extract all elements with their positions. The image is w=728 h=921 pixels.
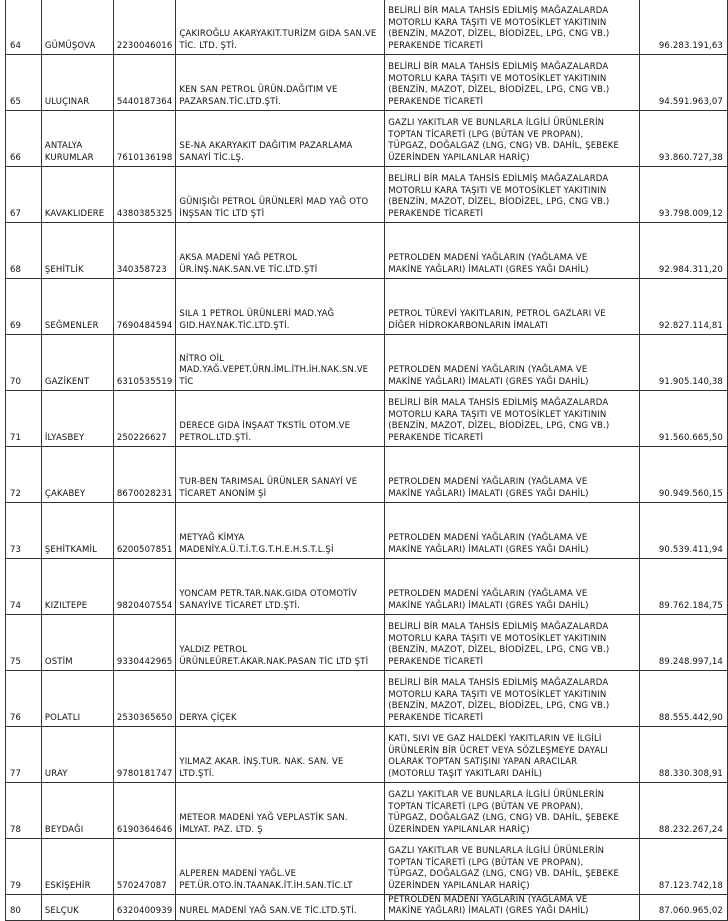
row-number: 68 (6, 223, 42, 279)
company-name: NİTRO OİL MAD.YAĞ.VEPET.ÜRN.İML.İTH.İH.NAK.SN.VE TİC (176, 335, 385, 391)
activity-description: PETROL TÜREVİ YAKITLARIN, PETROL GAZLARI VE DİĞER HİDROKARBONLARIN İMALATI (385, 279, 640, 335)
table-row (6, 111, 728, 167)
table-row (6, 503, 728, 559)
table-row (6, 783, 728, 839)
activity-description: BELİRLİ BİR MALA TAHSİS EDİLMİŞ MAĞAZALARDA MOTORLU KARA TAŞITI VE MOTOSİKLET YAKITININ (BENZİN, MAZOT, DİZEL, BİODİZEL, LPG, CNG VB.) PERAKENDE TİCARETİ (385, 391, 640, 447)
tax-number: 9820407554 (113, 559, 176, 615)
amount: 88.555.442,90 (640, 671, 728, 727)
tax-office: ULUÇINAR (41, 55, 113, 111)
tax-number: 7690484594 (113, 279, 176, 335)
amount: 88.330.308,91 (640, 727, 728, 783)
company-name: YALDIZ PETROL ÜRÜNLEÜRET.AKAR.NAK.PASAN TİC LTD ŞTİ (176, 615, 385, 671)
tax-number: 9330442965 (113, 615, 176, 671)
amount: 90.949.560,15 (640, 447, 728, 503)
row-number: 79 (6, 839, 42, 895)
activity-description: BELİRLİ BİR MALA TAHSİS EDİLMİŞ MAĞAZALARDA MOTORLU KARA TAŞITI VE MOTOSİKLET YAKITININ (BENZİN, MAZOT, DİZEL, BİODİZEL, LPG, CNG VB.) PERAKENDE TİCARETİ (385, 671, 640, 727)
tax-office: GAZİKENT (41, 335, 113, 391)
table-row (6, 559, 728, 615)
amount: 91.905.140,38 (640, 335, 728, 391)
company-name: KEN SAN PETROL ÜRÜN.DAĞITIM VE PAZARSAN.TİC.LTD.ŞTİ. (176, 55, 385, 111)
table-row (6, 895, 728, 921)
amount: 92.984.311,20 (640, 223, 728, 279)
amount: 96.283.191,63 (640, 0, 728, 55)
amount: 93.860.727,38 (640, 111, 728, 167)
table-row (6, 391, 728, 447)
tax-number: 6310535519 (113, 335, 176, 391)
company-name: YILMAZ AKAR. İNŞ.TUR. NAK. SAN. VE LTD.ŞTİ. (176, 727, 385, 783)
row-number: 75 (6, 615, 42, 671)
taxpayer-table (5, 0, 728, 921)
activity-description: PETROLDEN MADENİ YAĞLARIN (YAĞLAMA VE MAKİNE YAĞLARI) İMALATI (GRES YAĞI DAHİL) (385, 503, 640, 559)
company-name: TUR-BEN TARIMSAL ÜRÜNLER SANAYİ VE TİCARET ANONİM Şİ (176, 447, 385, 503)
company-name: AKSA MADENİ YAĞ PETROL ÜR.İNŞ.NAK.SAN.VE TİC.LTD.ŞTİ (176, 223, 385, 279)
amount: 87.060.965,02 (640, 895, 728, 921)
table-row (6, 447, 728, 503)
tax-office: KIZILTEPE (41, 559, 113, 615)
tax-office: İLYASBEY (41, 391, 113, 447)
amount: 94.591.963,07 (640, 55, 728, 111)
table-row (6, 167, 728, 223)
tax-number: 8670028231 (113, 447, 176, 503)
activity-description: PETROLDEN MADENİ YAĞLARIN (YAĞLAMA VE MAKİNE YAĞLARI) İMALATI (GRES YAĞI DAHİL) (385, 447, 640, 503)
row-number: 77 (6, 727, 42, 783)
tax-number: 6200507851 (113, 503, 176, 559)
amount: 88.232.267,24 (640, 783, 728, 839)
tax-office: ÇAKABEY (41, 447, 113, 503)
row-number: 80 (6, 895, 42, 921)
row-number: 78 (6, 783, 42, 839)
row-number: 67 (6, 167, 42, 223)
row-number: 66 (6, 111, 42, 167)
tax-office: ANTALYA KURUMLAR (41, 111, 113, 167)
activity-description: BELİRLİ BİR MALA TAHSİS EDİLMİŞ MAĞAZALARDA MOTORLU KARA TAŞITI VE MOTOSİKLET YAKITININ (BENZİN, MAZOT, DİZEL, BİODİZEL, LPG, CNG VB.) PERAKENDE TİCARETİ (385, 0, 640, 55)
table-row (6, 223, 728, 279)
tax-number: 570247087 (113, 839, 176, 895)
activity-description: PETROLDEN MADENİ YAĞLARIN (YAĞLAMA VE MAKİNE YAĞLARI) İMALATI (GRES YAĞI DAHİL) (385, 895, 640, 921)
row-number: 71 (6, 391, 42, 447)
activity-description: GAZLI YAKITLAR VE BUNLARLA İLGİLİ ÜRÜNLERİN TOPTAN TİCARETİ (LPG (BÜTAN VE PROPAN), TÜPGAZ, DOĞALGAZ (LNG, CNG) VB. DAHİL, ŞEBEKE ÜZERİNDEN YAPILANLAR HARİÇ) (385, 783, 640, 839)
tax-office: KAVAKLIDERE (41, 167, 113, 223)
activity-description: GAZLI YAKITLAR VE BUNLARLA İLGİLİ ÜRÜNLERİN TOPTAN TİCARETİ (LPG (BÜTAN VE PROPAN), TÜPGAZ, DOĞALGAZ (LNG, CNG) VB. DAHİL, ŞEBEKE ÜZERİNDEN YAPILANLAR HARİÇ) (385, 111, 640, 167)
activity-description: PETROLDEN MADENİ YAĞLARIN (YAĞLAMA VE MAKİNE YAĞLARI) İMALATI (GRES YAĞI DAHİL) (385, 223, 640, 279)
amount: 93.798.009,12 (640, 167, 728, 223)
tax-office: ŞEHİTKAMİL (41, 503, 113, 559)
amount: 87.123.742,18 (640, 839, 728, 895)
activity-description: BELİRLİ BİR MALA TAHSİS EDİLMİŞ MAĞAZALARDA MOTORLU KARA TAŞITI VE MOTOSİKLET YAKITININ (BENZİN, MAZOT, DİZEL, BİODİZEL, LPG, CNG VB.) PERAKENDE TİCARETİ (385, 615, 640, 671)
tax-number: 6190364646 (113, 783, 176, 839)
tax-office: ŞEHİTLİK (41, 223, 113, 279)
tax-number: 5440187364 (113, 55, 176, 111)
row-number: 70 (6, 335, 42, 391)
company-name: METYAĞ KİMYA MADENİY.A.Ü.T.İ.T.G.T.H.E.H.S.T.L.Şİ (176, 503, 385, 559)
tax-number: 4380385325 (113, 167, 176, 223)
activity-description: PETROLDEN MADENİ YAĞLARIN (YAĞLAMA VE MAKİNE YAĞLARI) İMALATI (GRES YAĞI DAHİL) (385, 335, 640, 391)
table-row (6, 0, 728, 55)
tax-number: 9780181747 (113, 727, 176, 783)
table-row (6, 671, 728, 727)
company-name: ALPEREN MADENİ YAĞL.VE PET.ÜR.OTO.İN.TAANAK.İT.İH.SAN.TİC.LT (176, 839, 385, 895)
amount: 91.560.665,50 (640, 391, 728, 447)
table-row (6, 55, 728, 111)
company-name: SE-NA AKARYAKIT DAĞITIM PAZARLAMA SANAYİ TİC.LŞ. (176, 111, 385, 167)
row-number: 72 (6, 447, 42, 503)
row-number: 69 (6, 279, 42, 335)
tax-office: POLATLI (41, 671, 113, 727)
tax-number: 7610136198 (113, 111, 176, 167)
activity-description: PETROLDEN MADENİ YAĞLARIN (YAĞLAMA VE MAKİNE YAĞLARI) İMALATI (GRES YAĞI DAHİL) (385, 559, 640, 615)
company-name: ÇAKIROĞLU AKARYAKIT.TURİZM GIDA SAN.VE TİC. LTD. ŞTİ. (176, 0, 385, 55)
table-row (6, 335, 728, 391)
company-name: DERECE GIDA İNŞAAT TKSTİL OTOM.VE PETROL.LTD.ŞTİ. (176, 391, 385, 447)
tax-office: BEYDAĞI (41, 783, 113, 839)
table-body (6, 0, 728, 920)
table-row (6, 839, 728, 895)
tax-office: OSTİM (41, 615, 113, 671)
table-row (6, 279, 728, 335)
tax-number: 250226627 (113, 391, 176, 447)
amount: 89.248.997,14 (640, 615, 728, 671)
tax-office: GÜMÜŞOVA (41, 0, 113, 55)
tax-number: 340358723 (113, 223, 176, 279)
row-number: 76 (6, 671, 42, 727)
activity-description: KATI, SIVI VE GAZ HALDEKİ YAKITLARIN VE İLGİLİ ÜRÜNLERİN BİR ÜCRET VEYA SÖZLEŞMEYE DAYALI OLARAK TOPTAN SATIŞINI YAPAN ARACILAR (MOTORLU TAŞIT YAKITLARI DAHİL) (385, 727, 640, 783)
tax-number: 2530365650 (113, 671, 176, 727)
row-number: 64 (6, 0, 42, 55)
company-name: DERYA ÇİÇEK (176, 671, 385, 727)
activity-description: BELİRLİ BİR MALA TAHSİS EDİLMİŞ MAĞAZALARDA MOTORLU KARA TAŞITI VE MOTOSİKLET YAKITININ (BENZİN, MAZOT, DİZEL, BİODİZEL, LPG, CNG VB.) PERAKENDE TİCARETİ (385, 167, 640, 223)
table-row (6, 727, 728, 783)
company-name: YONCAM PETR.TAR.NAK.GIDA OTOMOTİV SANAYİVE TİCARET LTD.ŞTİ. (176, 559, 385, 615)
tax-office: SELÇUK (41, 895, 113, 921)
company-name: SILA 1 PETROL ÜRÜNLERİ MAD.YAĞ GID.HAY.NAK.TİC.LTD.ŞTİ. (176, 279, 385, 335)
tax-number: 2230046016 (113, 0, 176, 55)
amount: 90.539.411,94 (640, 503, 728, 559)
table-row (6, 615, 728, 671)
tax-office: SEĞMENLER (41, 279, 113, 335)
tax-office: ESKİŞEHİR (41, 839, 113, 895)
row-number: 65 (6, 55, 42, 111)
activity-description: GAZLI YAKITLAR VE BUNLARLA İLGİLİ ÜRÜNLERİN TOPTAN TİCARETİ (LPG (BÜTAN VE PROPAN), TÜPGAZ, DOĞALGAZ (LNG, CNG) VB. DAHİL, ŞEBEKE ÜZERİNDEN YAPILANLAR HARİÇ) (385, 839, 640, 895)
amount: 89.762.184,75 (640, 559, 728, 615)
company-name: METEOR MADENİ YAĞ VEPLASTİK SAN. İMLYAT. PAZ. LTD. Ş (176, 783, 385, 839)
company-name: NUREL MADENİ YAĞ SAN.VE TİC.LTD.ŞTİ. (176, 895, 385, 921)
tax-office: URAY (41, 727, 113, 783)
company-name: GÜNIŞIĞI PETROL ÜRÜNLERİ MAD YAĞ OTO İNŞSAN TİC LTD ŞTİ (176, 167, 385, 223)
tax-number: 6320400939 (113, 895, 176, 921)
row-number: 74 (6, 559, 42, 615)
amount: 92.827.114,81 (640, 279, 728, 335)
row-number: 73 (6, 503, 42, 559)
activity-description: BELİRLİ BİR MALA TAHSİS EDİLMİŞ MAĞAZALARDA MOTORLU KARA TAŞITI VE MOTOSİKLET YAKITININ (BENZİN, MAZOT, DİZEL, BİODİZEL, LPG, CNG VB.) PERAKENDE TİCARETİ (385, 55, 640, 111)
